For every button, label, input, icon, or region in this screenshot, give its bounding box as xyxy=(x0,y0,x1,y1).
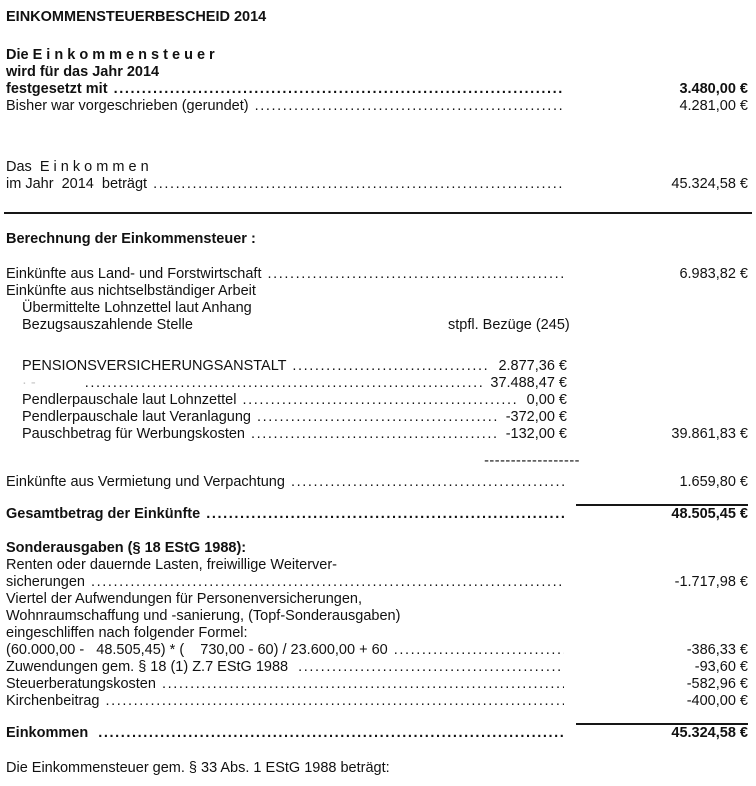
income-row xyxy=(6,176,748,193)
renten-amount: -1.717,98 € xyxy=(674,574,748,590)
bezugsstelle-label: Bezugsauszahlende Stelle xyxy=(22,317,193,333)
subtotal-dashed-rule: ------------------ xyxy=(484,453,580,469)
pva-row xyxy=(6,358,748,375)
calc-heading: Berechnung der Einkommensteuer : xyxy=(6,231,256,247)
pendler-veranlagung-label: Pendlerpauschale laut Veranlagung xyxy=(22,409,255,425)
income-amount: 45.324,58 € xyxy=(671,176,748,192)
pendler-lohnzettel-amount: 0,00 € xyxy=(526,392,567,408)
redacted-payer-amount: 37.488,47 € xyxy=(490,375,567,391)
formel-row xyxy=(6,642,748,659)
dot-leader xyxy=(206,506,564,523)
previous-tax-amount: 4.281,00 € xyxy=(679,98,748,114)
dot-leader xyxy=(153,176,564,193)
vermietung-label: Einkünfte aus Vermietung und Verpachtung xyxy=(6,474,289,490)
kirchenbeitrag-row xyxy=(6,693,748,710)
dot-leader xyxy=(106,693,564,710)
sonderausgaben-heading: Sonderausgaben (§ 18 EStG 1988): xyxy=(6,540,247,556)
zuwendungen-row xyxy=(6,659,748,676)
dot-leader xyxy=(114,81,564,98)
formel-amount: -386,33 € xyxy=(686,642,748,658)
zuwendungen-label: Zuwendungen gem. § 18 (1) Z.7 EStG 1988 xyxy=(6,659,297,675)
dot-leader xyxy=(268,266,564,283)
dot-leader xyxy=(91,574,564,591)
gesamtbetrag-label: Gesamtbetrag der Einkünfte xyxy=(6,506,205,522)
doc-title: EINKOMMENSTEUERBESCHEID 2014 xyxy=(6,9,267,25)
dot-leader xyxy=(394,642,564,659)
previous-tax-label: Bisher war vorgeschrieben (gerundet) xyxy=(6,98,253,114)
pendler-veranlagung-row xyxy=(6,409,748,426)
steuerberatung-label: Steuerberatungskosten xyxy=(6,676,160,692)
renten-row xyxy=(6,574,748,591)
werbungskosten-amount: -132,00 € xyxy=(505,426,567,442)
renten-line1: Renten oder dauernde Lasten, freiwillige Weiterver- xyxy=(6,557,337,573)
kirchenbeitrag-amount: -400,00 € xyxy=(686,693,748,709)
pendler-lohnzettel-row xyxy=(6,392,748,409)
dot-leader xyxy=(257,409,498,426)
dot-leader xyxy=(85,375,483,392)
tax-set-row xyxy=(6,81,748,98)
viertel-line3: eingeschliffen nach folgender Formel: xyxy=(6,625,248,641)
bezugsstelle-row xyxy=(6,317,748,334)
einkommen-total-amount: 45.324,58 € xyxy=(671,725,748,741)
dot-leader xyxy=(242,392,518,409)
dot-leader xyxy=(162,676,564,693)
einkommen-total-row xyxy=(6,725,748,742)
stpfl-bezuege-header: stpfl. Bezüge (245) xyxy=(448,317,570,333)
viertel-line2: Wohnraumschaffung und -sanierung, (Topf-Sonderausgaben) xyxy=(6,608,401,624)
land-forst-amount: 6.983,82 € xyxy=(679,266,748,282)
pendler-veranlagung-amount: -372,00 € xyxy=(505,409,567,425)
income-label: im Jahr 2014 beträgt xyxy=(6,176,152,192)
dot-leader xyxy=(291,474,564,491)
nsa-total-amount: 39.861,83 € xyxy=(671,426,748,442)
dot-leader xyxy=(298,659,564,676)
redacted-payer-row xyxy=(6,375,748,392)
lohnzettel-line: Übermittelte Lohnzettel laut Anhang xyxy=(22,300,252,316)
nsa-line: Einkünfte aus nichtselbständiger Arbeit xyxy=(6,283,256,299)
steuerberatung-amount: -582,96 € xyxy=(686,676,748,692)
section-divider xyxy=(4,212,752,214)
viertel-line1: Viertel der Aufwendungen für Personenversicherungen, xyxy=(6,591,363,607)
pendler-lohnzettel-label: Pendlerpauschale laut Lohnzettel xyxy=(22,392,241,408)
einkommen-total-label: Einkommen xyxy=(6,725,97,741)
gesamtbetrag-amount: 48.505,45 € xyxy=(671,506,748,522)
werbungskosten-label: Pauschbetrag für Werbungskosten xyxy=(22,426,250,442)
land-forst-label: Einkünfte aus Land- und Forstwirtschaft xyxy=(6,266,266,282)
redacted-payer-label: · ‐ xyxy=(22,375,36,391)
tax-set-label: festgesetzt mit xyxy=(6,81,112,97)
vermietung-amount: 1.659,80 € xyxy=(679,474,748,490)
werbungskosten-row xyxy=(6,426,748,443)
formel-label: (60.000,00 - 48.505,45) * ( 730,00 - 60) / 23.600,00 + 60 xyxy=(6,642,392,658)
dot-leader xyxy=(251,426,498,443)
footer-note: Die Einkommensteuer gem. § 33 Abs. 1 EStG 1988 beträgt: xyxy=(6,760,390,776)
previous-tax-row xyxy=(6,98,748,115)
renten-label: sicherungen xyxy=(6,574,90,590)
dot-leader xyxy=(98,725,564,742)
tax-heading-line2: wird für das Jahr 2014 xyxy=(6,64,160,80)
tax-set-amount: 3.480,00 € xyxy=(679,81,748,97)
pva-label: PENSIONSVERSICHERUNGSANSTALT xyxy=(22,358,291,374)
vermietung-row xyxy=(6,474,748,491)
kirchenbeitrag-label: Kirchenbeitrag xyxy=(6,693,104,709)
income-heading: Das E i n k o m m e n xyxy=(6,159,149,175)
dot-leader xyxy=(292,358,490,375)
zuwendungen-amount: -93,60 € xyxy=(694,659,748,675)
steuerberatung-row xyxy=(6,676,748,693)
land-forst-row xyxy=(6,266,748,283)
dot-leader xyxy=(255,98,564,115)
gesamtbetrag-row xyxy=(6,506,748,523)
tax-heading-line1: Die E i n k o m m e n s t e u e r xyxy=(6,47,215,63)
pva-amount: 2.877,36 € xyxy=(498,358,567,374)
